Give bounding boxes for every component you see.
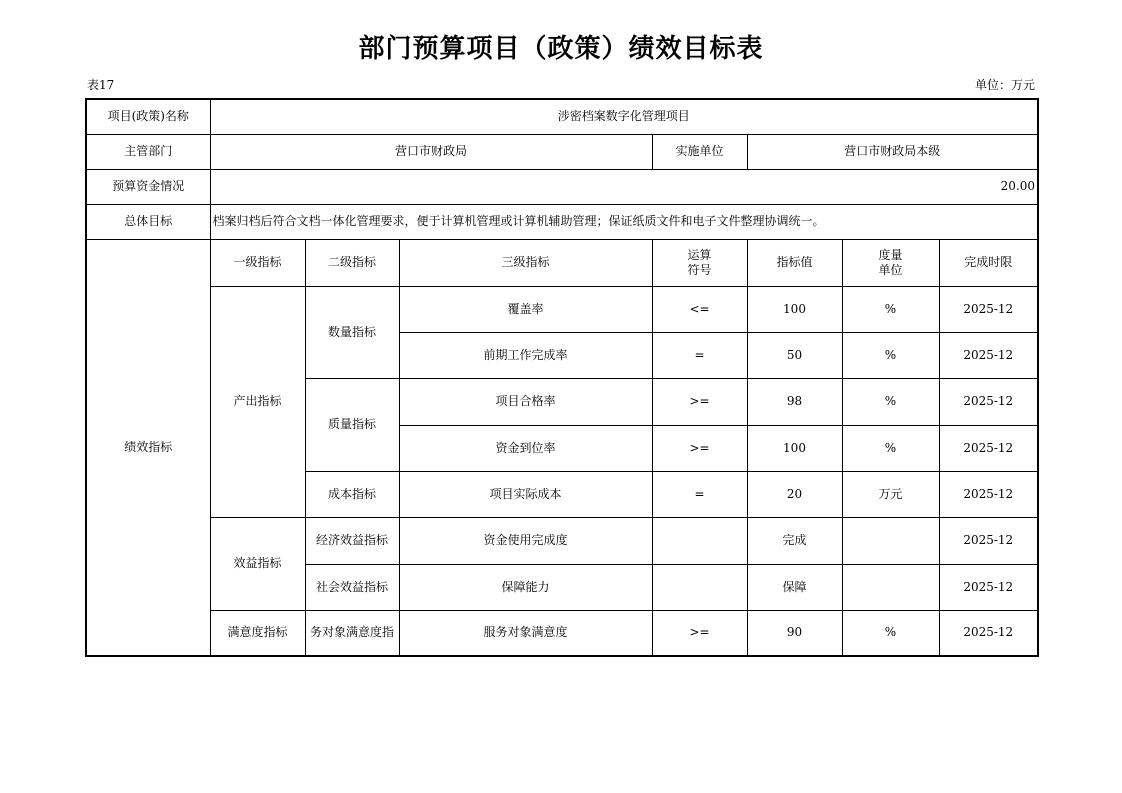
indicator-unit (842, 517, 939, 564)
indicator-value: 20 (747, 471, 842, 517)
indicator-deadline: 2025-12 (939, 425, 1038, 471)
table-number: 表17 (87, 78, 115, 92)
indicator-unit: 万元 (842, 471, 939, 517)
level2-quantity: 数量指标 (305, 286, 399, 378)
indicator-name: 服务对象满意度 (399, 610, 652, 656)
header-deadline: 完成时限 (939, 239, 1038, 286)
indicator-name: 项目合格率 (399, 378, 652, 425)
unit-label: 单位：万元 (974, 78, 1035, 92)
header-level2: 二级指标 (305, 239, 399, 286)
indicator-deadline: 2025-12 (939, 378, 1038, 425)
indicator-name: 前期工作完成率 (399, 332, 652, 378)
level1-output: 产出指标 (210, 286, 305, 517)
indicator-deadline: 2025-12 (939, 564, 1038, 610)
indicator-operator (652, 517, 747, 564)
perf-indicator-label: 绩效指标 (86, 239, 210, 656)
indicator-deadline: 2025-12 (939, 610, 1038, 656)
indicator-operator: <= (652, 286, 747, 332)
header-unit: 度量 单位 (842, 239, 939, 286)
table-row (86, 610, 1038, 656)
goal-value: 档案归档后符合文档一体化管理要求，便于计算机管理或计算机辅助管理；保证纸质文件和电子文件整理协调统一。 (210, 204, 1038, 239)
level2-social: 社会效益指标 (305, 564, 399, 610)
indicator-unit: % (842, 332, 939, 378)
level2-service: 务对象满意度指 (305, 610, 399, 656)
indicator-value: 100 (747, 286, 842, 332)
level2-quality: 质量指标 (305, 378, 399, 471)
level2-economic: 经济效益指标 (305, 517, 399, 564)
header-level3: 三级指标 (399, 239, 652, 286)
table-row (86, 286, 1038, 332)
header-operator: 运算 符号 (652, 239, 747, 286)
page-title: 部门预算项目（政策）绩效目标表 (358, 34, 764, 64)
indicator-name: 覆盖率 (399, 286, 652, 332)
indicator-unit: % (842, 378, 939, 425)
indicator-deadline: 2025-12 (939, 471, 1038, 517)
indicator-name: 资金使用完成度 (399, 517, 652, 564)
indicator-unit: % (842, 425, 939, 471)
indicator-value: 50 (747, 332, 842, 378)
indicator-deadline: 2025-12 (939, 332, 1038, 378)
indicator-operator: = (652, 471, 747, 517)
level1-satisfaction: 满意度指标 (210, 610, 305, 656)
level2-cost: 成本指标 (305, 471, 399, 517)
indicator-operator: >= (652, 425, 747, 471)
indicator-operator: >= (652, 378, 747, 425)
indicator-deadline: 2025-12 (939, 286, 1038, 332)
indicator-name: 项目实际成本 (399, 471, 652, 517)
dept-value: 营口市财政局 (210, 134, 652, 169)
budget-value: 20.00 (210, 169, 1038, 204)
indicator-unit: % (842, 610, 939, 656)
indicator-operator: = (652, 332, 747, 378)
level1-benefit: 效益指标 (210, 517, 305, 610)
impl-value: 营口市财政局本级 (747, 134, 1038, 169)
indicator-unit: % (842, 286, 939, 332)
header-value: 指标值 (747, 239, 842, 286)
project-name-label: 项目(政策)名称 (86, 99, 210, 134)
impl-label: 实施单位 (652, 134, 747, 169)
indicator-operator: >= (652, 610, 747, 656)
budget-label: 预算资金情况 (86, 169, 210, 204)
indicator-value: 100 (747, 425, 842, 471)
indicator-value: 保障 (747, 564, 842, 610)
indicator-name: 保障能力 (399, 564, 652, 610)
indicator-value: 98 (747, 378, 842, 425)
indicator-deadline: 2025-12 (939, 517, 1038, 564)
indicator-unit (842, 564, 939, 610)
goal-label: 总体目标 (86, 204, 210, 239)
indicator-name: 资金到位率 (399, 425, 652, 471)
indicator-operator (652, 564, 747, 610)
dept-label: 主管部门 (86, 134, 210, 169)
header-level1: 一级指标 (210, 239, 305, 286)
project-name-value: 涉密档案数字化管理项目 (210, 99, 1038, 134)
performance-target-table (85, 98, 1039, 657)
table-row (86, 517, 1038, 564)
indicator-value: 90 (747, 610, 842, 656)
indicator-value: 完成 (747, 517, 842, 564)
